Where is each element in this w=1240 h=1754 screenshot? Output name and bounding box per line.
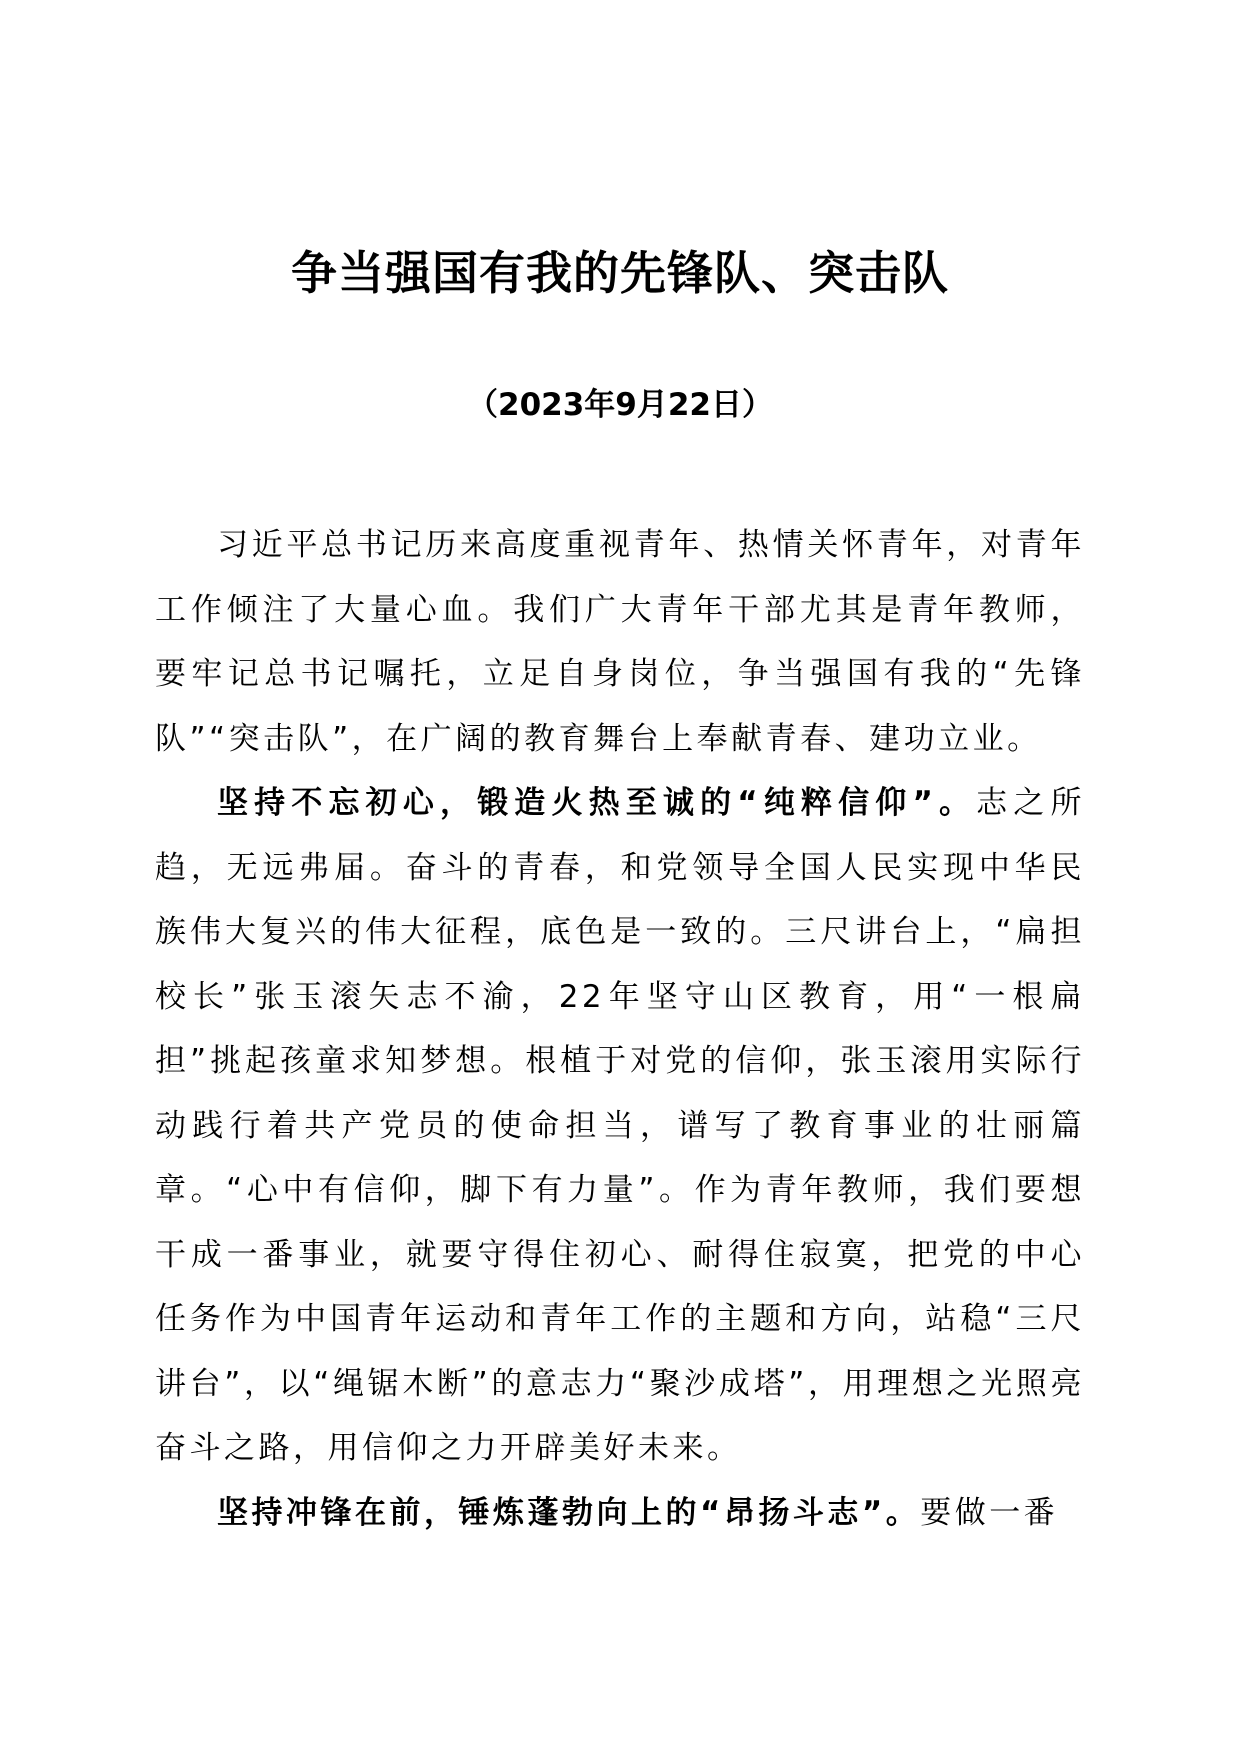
paragraph-faith [155, 771, 1085, 1481]
document-date: （2023年9月22日） [467, 387, 773, 423]
paragraph-text: 志之所趋，无远弗届。奋斗的青春，和党领导全国人民实现中华民族伟大复兴的伟大征程，底色是一致的。三尺讲台上，“扁担校长”张玉滚矢志不渝，22年坚守山区教育，用“一根扁担”挑起孩童求知梦想。根植于对党的信仰，张玉滚用实际行动践行着共产党员的使命担当，谱写了教育事业的壮丽篇章。“心中有信仰，脚下有力量”。作为青年教师，我们要想干成一番事业，就要守得住初心、耐得住寂寞，把党的中心任务作为中国青年运动和青年工作的主题和方向，站稳“三尺讲台”，以“绳锯木断”的意志力“聚沙成塔”，用理想之光照亮奋斗之路，用信仰之力开辟美好未来。 [155, 785, 1085, 1466]
paragraph-spirit [155, 1481, 1085, 1546]
paragraph-lead-heading: 坚持冲锋在前，锤炼蓬勃向上的“昂扬斗志”。 [217, 1494, 921, 1531]
document-body [155, 513, 1085, 1545]
paragraph-text: 要做一番 [920, 1494, 1059, 1531]
paragraph-lead-heading: 坚持不忘初心，锻造火热至诚的“纯粹信仰”。 [217, 785, 977, 821]
document-title: 争当强国有我的先锋队、突击队 [291, 246, 949, 300]
paragraph-text: 习近平总书记历来高度重视青年、热情关怀青年，对青年工作倾注了大量心血。我们广大青年干部尤其是青年教师，要牢记总书记嘱托，立足自身岗位，争当强国有我的“先锋队”“突击队”，在广阔的教育舞台上奉献青春、建功立业。 [155, 527, 1085, 757]
paragraph-intro [155, 513, 1085, 771]
